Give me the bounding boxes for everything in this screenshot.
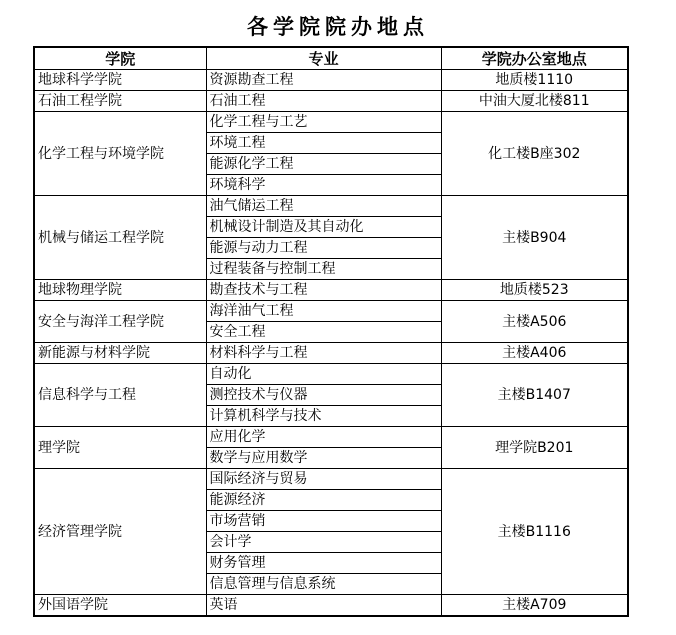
major-cell: 海洋油气工程 xyxy=(206,301,441,322)
major-cell: 财务管理 xyxy=(206,553,441,574)
college-cell: 地球物理学院 xyxy=(34,280,206,301)
major-cell: 环境工程 xyxy=(206,133,441,154)
office-cell: 主楼B904 xyxy=(441,196,628,280)
college-cell: 新能源与材料学院 xyxy=(34,343,206,364)
major-cell: 石油工程 xyxy=(206,91,441,112)
major-cell: 英语 xyxy=(206,595,441,617)
header-row xyxy=(34,47,628,70)
column-header-office-location: 学院办公室地点 xyxy=(441,47,628,70)
college-cell: 理学院 xyxy=(34,427,206,469)
college-cell: 外国语学院 xyxy=(34,595,206,617)
major-cell: 自动化 xyxy=(206,364,441,385)
major-cell: 资源勘查工程 xyxy=(206,70,441,91)
office-cell: 理学院B201 xyxy=(441,427,628,469)
college-cell: 地球科学学院 xyxy=(34,70,206,91)
table-row xyxy=(34,280,628,301)
college-cell: 安全与海洋工程学院 xyxy=(34,301,206,343)
table-row xyxy=(34,91,628,112)
office-cell: 主楼A406 xyxy=(441,343,628,364)
major-cell: 信息管理与信息系统 xyxy=(206,574,441,595)
college-cell: 经济管理学院 xyxy=(34,469,206,595)
major-cell: 安全工程 xyxy=(206,322,441,343)
office-cell: 地质楼523 xyxy=(441,280,628,301)
major-cell: 过程装备与控制工程 xyxy=(206,259,441,280)
major-cell: 会计学 xyxy=(206,532,441,553)
office-cell: 主楼B1116 xyxy=(441,469,628,595)
column-header-college: 学院 xyxy=(34,47,206,70)
office-cell: 主楼B1407 xyxy=(441,364,628,427)
major-cell: 应用化学 xyxy=(206,427,441,448)
major-cell: 计算机科学与技术 xyxy=(206,406,441,427)
college-cell: 化学工程与环境学院 xyxy=(34,112,206,196)
table-row xyxy=(34,595,628,617)
office-cell: 主楼A709 xyxy=(441,595,628,617)
major-cell: 机械设计制造及其自动化 xyxy=(206,217,441,238)
major-cell: 能源经济 xyxy=(206,490,441,511)
major-cell: 材料科学与工程 xyxy=(206,343,441,364)
office-cell: 主楼A506 xyxy=(441,301,628,343)
major-cell: 勘查技术与工程 xyxy=(206,280,441,301)
major-cell: 能源化学工程 xyxy=(206,154,441,175)
college-office-location-table xyxy=(33,46,629,617)
table-body xyxy=(34,70,628,617)
table-row xyxy=(34,196,628,217)
column-header-major: 专业 xyxy=(206,47,441,70)
office-cell: 中油大厦北楼811 xyxy=(441,91,628,112)
table-row xyxy=(34,112,628,133)
major-cell: 化学工程与工艺 xyxy=(206,112,441,133)
major-cell: 油气储运工程 xyxy=(206,196,441,217)
major-cell: 环境科学 xyxy=(206,175,441,196)
college-cell: 机械与储运工程学院 xyxy=(34,196,206,280)
college-cell: 石油工程学院 xyxy=(34,91,206,112)
table-row xyxy=(34,301,628,322)
major-cell: 市场营销 xyxy=(206,511,441,532)
major-cell: 国际经济与贸易 xyxy=(206,469,441,490)
table-row xyxy=(34,364,628,385)
college-cell: 信息科学与工程 xyxy=(34,364,206,427)
table-row xyxy=(34,427,628,448)
page-title: 各学院院办地点 xyxy=(247,15,429,39)
major-cell: 数学与应用数学 xyxy=(206,448,441,469)
office-cell: 化工楼B座302 xyxy=(441,112,628,196)
table-row xyxy=(34,343,628,364)
table-row xyxy=(34,469,628,490)
major-cell: 测控技术与仪器 xyxy=(206,385,441,406)
major-cell: 能源与动力工程 xyxy=(206,238,441,259)
office-cell: 地质楼1110 xyxy=(441,70,628,91)
table-row xyxy=(34,70,628,91)
